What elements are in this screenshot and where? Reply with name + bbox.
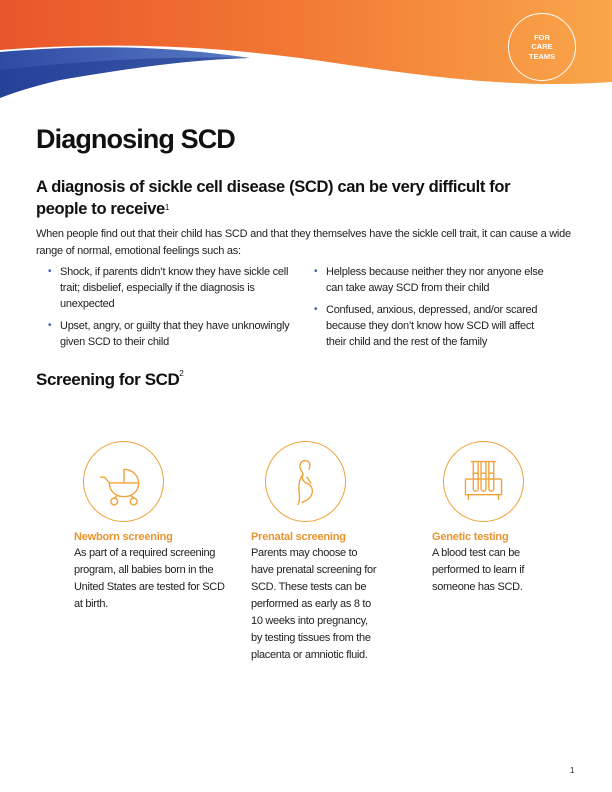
emotions-list-right (316, 264, 548, 356)
intro-paragraph: When people find out that their child has SCD and that they themselves have the sickle cell trait, it can cause a wide range of normal, emotional feelings such as: (36, 228, 571, 257)
card-text-genetic: A blood test can be performed to learn if someone has SCD. (432, 547, 525, 593)
emotions-list-left (50, 264, 295, 356)
card-text-newborn: As part of a required screening program, all babies born in the United States are tested for SCD at birth. (74, 547, 225, 610)
card-title-prenatal: Prenatal screening (251, 531, 346, 543)
test-tubes-icon (443, 441, 524, 522)
page-number: 1 (570, 766, 575, 775)
card-text-prenatal: Parents may choose to have prenatal screening for SCD. These tests can be performed as early as 8 to 10 weeks into pregnancy, by testing tissues from the placenta or amniotic fluid. (251, 547, 377, 661)
card-title-newborn: Newborn screening (74, 531, 173, 543)
subhead-text: A diagnosis of sickle cell disease (SCD) can be very difficult for people to receive (36, 178, 511, 218)
reference-marker: 1 (164, 203, 169, 212)
card-title-genetic: Genetic testing (432, 531, 509, 543)
badge-line-1: FOR (534, 32, 550, 42)
badge-line-3: TEAMS (528, 51, 556, 61)
stroller-icon (83, 441, 164, 522)
reference-marker: 2 (179, 369, 184, 378)
page-title: Diagnosing SCD (36, 124, 235, 154)
section-subheading (36, 176, 536, 220)
screening-heading (36, 370, 183, 390)
for-care-teams-badge (508, 13, 576, 81)
list-item: • Confused, anxious, depressed, and/or scared because they don’t know how SCD will affect their child and the rest of the family (316, 302, 548, 350)
screening-title-text: Screening for SCD (36, 370, 180, 389)
badge-line-2: CARE (531, 42, 553, 52)
list-item: • Shock, if parents didn’t know they have sickle cell trait; disbelief, especially if the diagnosis is unexpected (50, 264, 295, 312)
pregnant-woman-icon (265, 441, 346, 522)
list-item: • Helpless because neither they nor anyone else can take away SCD from their child (316, 264, 548, 296)
list-item: • Upset, angry, or guilty that they have unknowingly given SCD to their child (50, 318, 295, 350)
